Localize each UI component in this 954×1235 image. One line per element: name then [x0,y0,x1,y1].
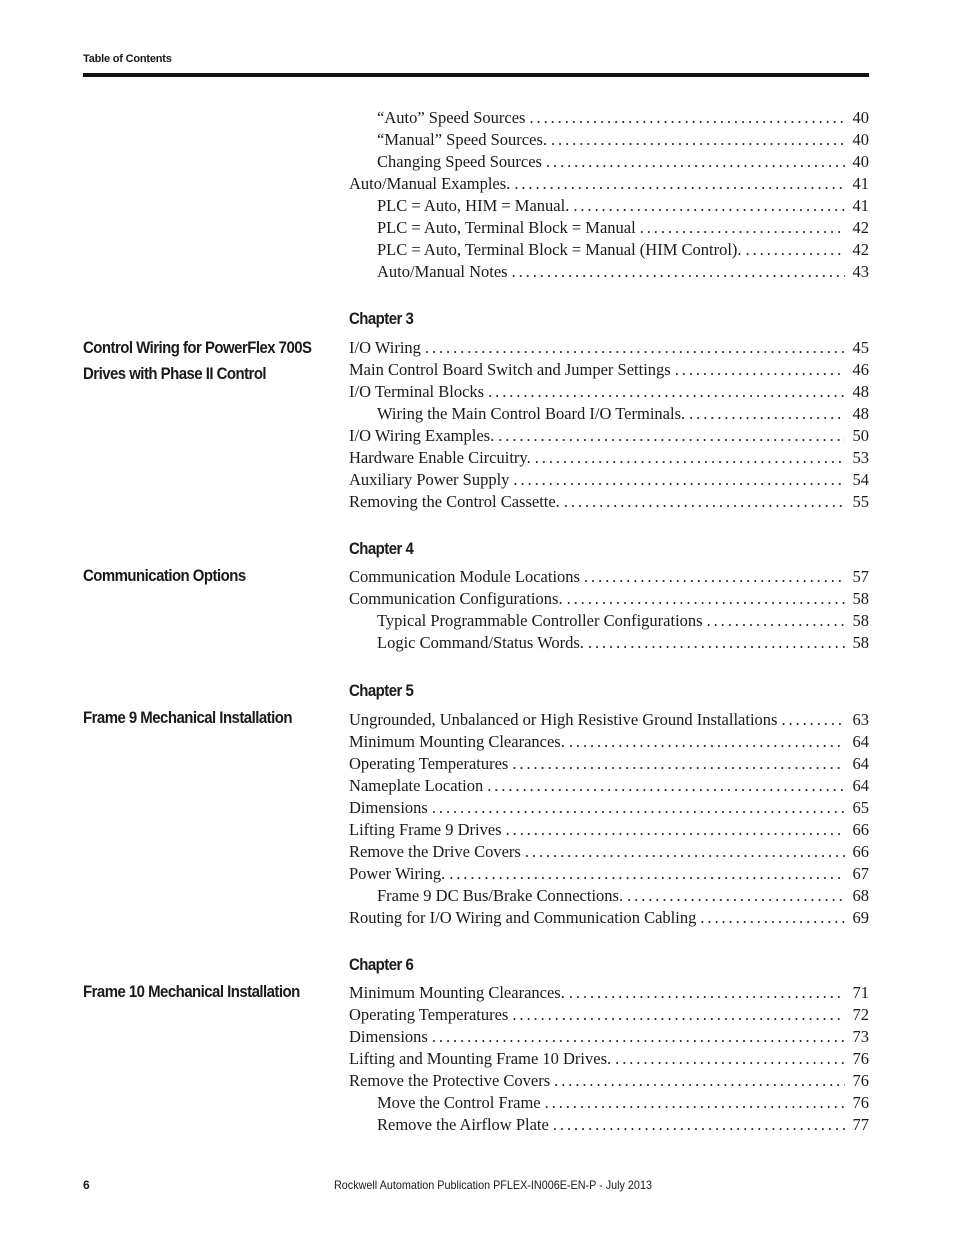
entry-title: Auto/Manual Notes [377,262,508,281]
entry-page-number: 63 [852,710,869,729]
entry-title: Changing Speed Sources [377,152,542,171]
chapter-title[interactable]: Control Wiring for PowerFlex 700S Drives with Phase II Control [83,338,312,383]
entry-title: I/O Terminal Blocks [349,382,485,401]
dot-leader [615,1048,845,1070]
toc-entry[interactable] [349,797,869,819]
entry-page-number: 58 [852,633,869,652]
entry-page-number: 73 [852,1027,869,1046]
entry-page-number: 66 [852,820,869,839]
toc-entry[interactable] [349,982,869,1004]
toc-subentry[interactable] [377,217,869,239]
publication-footer: Rockwell Automation Publication PFLEX-IN006E-EN-P - July 2013 [334,1178,652,1192]
toc-entry[interactable] [349,753,869,775]
entry-page-number: 48 [852,404,869,423]
entry-page-number: 68 [852,886,869,905]
dot-leader [546,151,845,173]
dot-leader [567,588,845,610]
dot-leader [689,403,845,425]
toc-entry[interactable] [349,709,869,731]
entry-title: Remove the Protective Covers [349,1071,551,1090]
chapter-label: Chapter 5 [349,681,414,700]
dot-leader [569,982,845,1004]
toc-entry[interactable] [349,173,869,195]
entry-page-number: 40 [852,130,869,149]
toc-entry[interactable] [349,381,869,403]
entry-title: Auto/Manual Examples. [349,174,511,193]
entry-page-number: 55 [852,492,869,511]
dot-leader [545,1092,845,1114]
entry-title: Minimum Mounting Clearances. [349,732,565,751]
entry-title: Dimensions [349,1027,428,1046]
entry-title: Communication Module Locations [349,567,580,586]
entry-title: PLC = Auto, Terminal Block = Manual [377,218,636,237]
entry-title: Hardware Enable Circuitry. [349,448,531,467]
chapter-label: Chapter 4 [349,539,414,558]
dot-leader [640,217,845,239]
toc-entry[interactable] [349,775,869,797]
entry-title: Routing for I/O Wiring and Communication Cabling [349,908,697,927]
dot-leader [584,566,845,588]
dot-leader [449,863,845,885]
dot-leader [512,753,845,775]
entry-page-number: 76 [852,1071,869,1090]
toc-entry[interactable] [349,731,869,753]
entry-page-number: 71 [852,983,869,1002]
toc-entry[interactable] [349,425,869,447]
toc-entry[interactable] [349,1004,869,1026]
entry-title: Remove the Drive Covers [349,842,521,861]
entry-page-number: 54 [852,470,869,489]
toc-entry[interactable] [349,1048,869,1070]
entry-title: Lifting and Mounting Frame 10 Drives. [349,1049,612,1068]
toc-entry[interactable] [349,337,869,359]
entry-title: Lifting Frame 9 Drives [349,820,502,839]
dot-leader [535,447,845,469]
entry-title: Move the Control Frame [377,1093,541,1112]
dot-leader [506,819,845,841]
dot-leader [525,841,845,863]
entry-title: Logic Command/Status Words. [377,633,584,652]
dot-leader [700,907,845,929]
entry-page-number: 42 [852,218,869,237]
entry-title: Minimum Mounting Clearances. [349,983,565,1002]
entry-title: Operating Temperatures [349,1005,509,1024]
entry-page-number: 58 [852,589,869,608]
entry-title: Wiring the Main Control Board I/O Terminals. [377,404,686,423]
entry-page-number: 66 [852,842,869,861]
toc-subentry[interactable] [377,885,869,907]
entry-title: Auxiliary Power Supply [349,470,510,489]
toc-entry[interactable] [349,863,869,885]
chapter-title[interactable]: Frame 9 Mechanical Installation [83,708,292,727]
entry-title: PLC = Auto, HIM = Manual. [377,196,570,215]
toc-subentry[interactable] [377,610,869,632]
entry-title: Frame 9 DC Bus/Brake Connections. [377,886,624,905]
entry-page-number: 65 [852,798,869,817]
entry-title: PLC = Auto, Terminal Block = Manual (HIM Control). [377,240,742,259]
toc-entry[interactable] [349,1070,869,1092]
dot-leader [675,359,845,381]
toc-subentry[interactable] [377,129,869,151]
entry-page-number: 48 [852,382,869,401]
toc-subentry[interactable] [377,195,869,217]
entry-title: “Auto” Speed Sources [377,108,526,127]
chapter-title[interactable]: Communication Options [83,566,246,585]
entry-page-number: 41 [852,174,869,193]
entry-page-number: 43 [852,262,869,281]
entry-title: “Manual” Speed Sources. [377,130,547,149]
dot-leader [425,337,845,359]
entry-title: Power Wiring. [349,864,446,883]
dot-leader [529,107,845,129]
entry-page-number: 53 [852,448,869,467]
chapter-title[interactable]: Frame 10 Mechanical Installation [83,982,300,1001]
toc-entry[interactable] [349,566,869,588]
dot-leader [432,797,845,819]
entry-page-number: 41 [852,196,869,215]
dot-leader [553,1114,845,1136]
toc-subentry[interactable] [377,1092,869,1114]
header-label: Table of Contents [83,53,172,65]
dot-leader [707,610,845,632]
dot-leader [498,425,845,447]
toc-entry[interactable] [349,447,869,469]
entry-page-number: 57 [852,567,869,586]
entry-title: Communication Configurations. [349,589,563,608]
entry-title: Removing the Control Cassette. [349,492,560,511]
dot-leader [512,261,845,283]
dot-leader [554,1070,845,1092]
page-number: 6 [83,1178,90,1192]
entry-page-number: 45 [852,338,869,357]
dot-leader [432,1026,845,1048]
dot-leader [627,885,845,907]
chapter-label: Chapter 3 [349,309,414,328]
dot-leader [564,491,845,513]
toc-entry[interactable] [349,588,869,610]
entry-page-number: 77 [852,1115,869,1134]
entry-title: I/O Wiring Examples. [349,426,495,445]
dot-leader [513,469,845,491]
entry-page-number: 69 [852,908,869,927]
entry-title: Nameplate Location [349,776,484,795]
dot-leader [487,775,845,797]
toc-entry[interactable] [349,819,869,841]
dot-leader [573,195,845,217]
entry-page-number: 40 [852,108,869,127]
toc-subentry[interactable] [377,261,869,283]
toc-subentry[interactable] [377,1114,869,1136]
toc-subentry[interactable] [377,107,869,129]
dot-leader [551,129,845,151]
toc-subentry[interactable] [377,403,869,425]
entry-page-number: 50 [852,426,869,445]
entry-page-number: 64 [852,754,869,773]
dot-leader [569,731,845,753]
entry-title: Main Control Board Switch and Jumper Settings [349,360,671,379]
dot-leader [512,1004,845,1026]
dot-leader [588,632,845,654]
entry-title: Remove the Airflow Plate [377,1115,549,1134]
entry-title: Dimensions [349,798,428,817]
dot-leader [781,709,845,731]
toc-entry[interactable] [349,359,869,381]
toc-subentry[interactable] [377,151,869,173]
entry-page-number: 76 [852,1093,869,1112]
entry-page-number: 58 [852,611,869,630]
entry-page-number: 76 [852,1049,869,1068]
toc-entry[interactable] [349,491,869,513]
entry-page-number: 46 [852,360,869,379]
entry-title: I/O Wiring [349,338,421,357]
dot-leader [488,381,845,403]
toc-entry[interactable] [349,907,869,929]
toc-entry[interactable] [349,469,869,491]
toc-entry[interactable] [349,841,869,863]
chapter-label: Chapter 6 [349,955,414,974]
dot-leader [514,173,845,195]
entry-page-number: 67 [852,864,869,883]
dot-leader [746,239,845,261]
toc-entry[interactable] [349,1026,869,1048]
entry-page-number: 64 [852,776,869,795]
entry-page-number: 40 [852,152,869,171]
toc-subentry[interactable] [377,239,869,261]
entry-title: Typical Programmable Controller Configurations [377,611,703,630]
entry-page-number: 42 [852,240,869,259]
entry-title: Ungrounded, Unbalanced or High Resistive Ground Installations [349,710,778,729]
toc-subentry[interactable] [377,632,869,654]
entry-page-number: 64 [852,732,869,751]
entry-page-number: 72 [852,1005,869,1024]
entry-title: Operating Temperatures [349,754,509,773]
